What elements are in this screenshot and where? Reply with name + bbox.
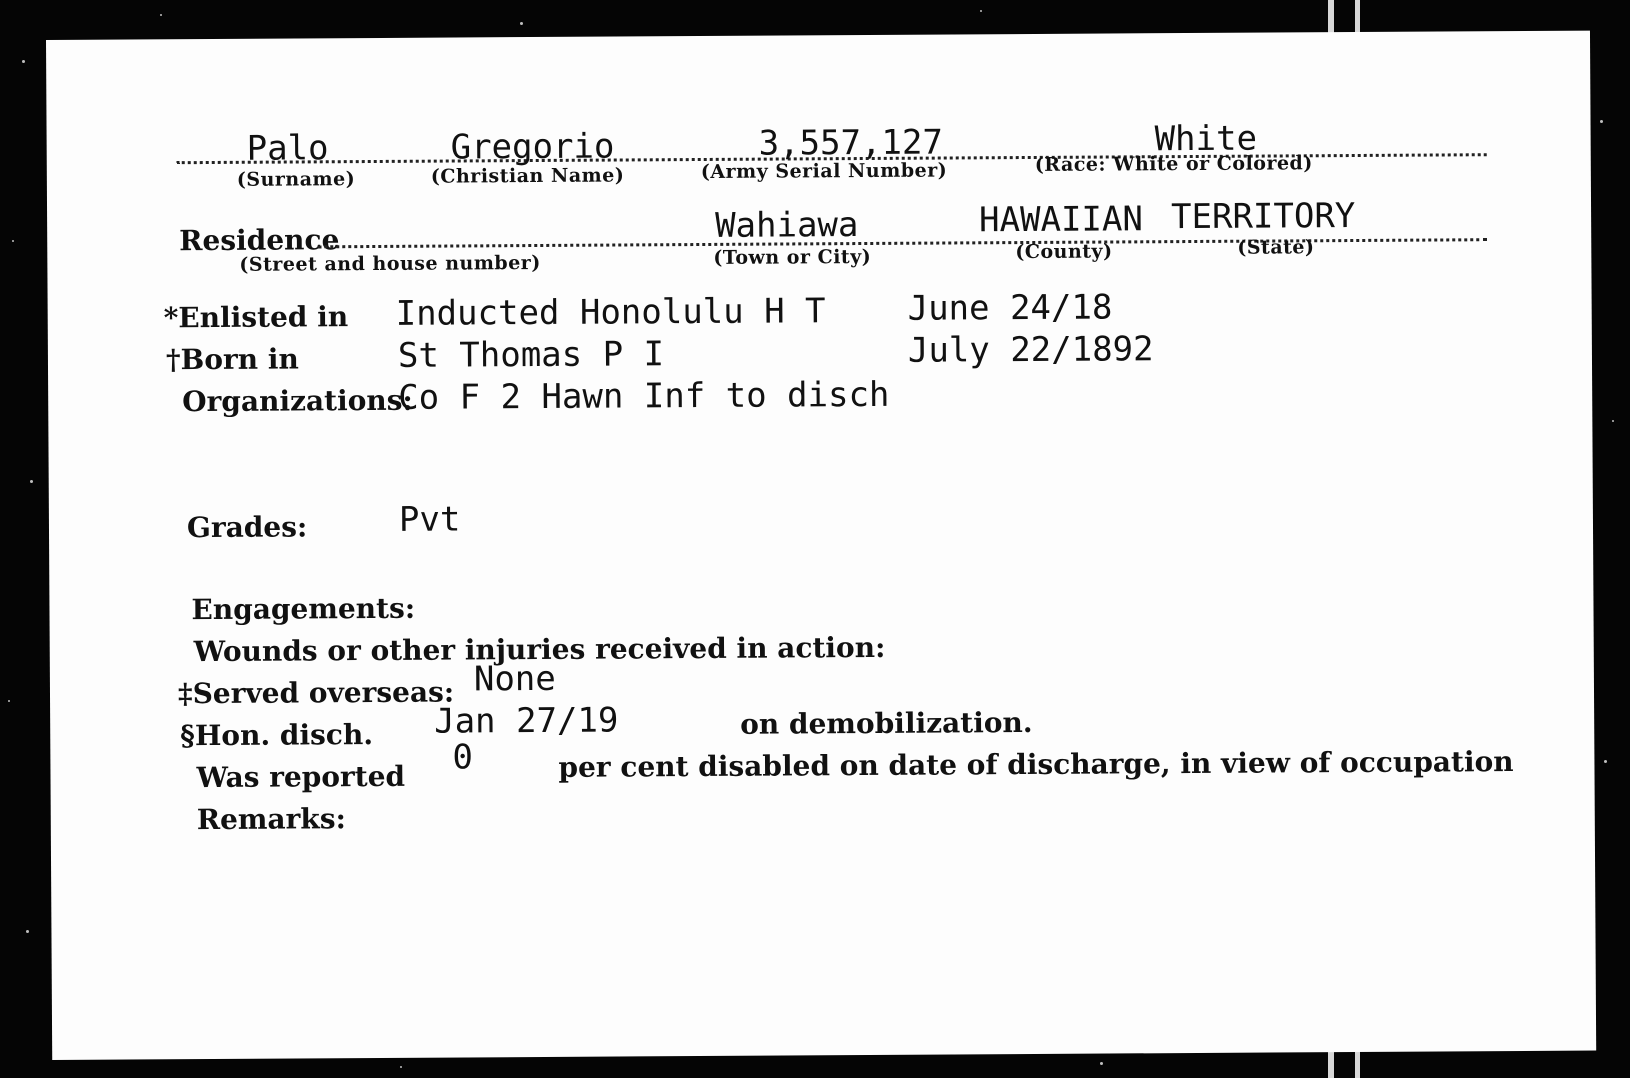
scan-noise bbox=[520, 22, 523, 25]
scan-noise bbox=[1100, 1062, 1103, 1065]
was-reported-label: Was reported bbox=[196, 759, 406, 795]
born-label: †Born in bbox=[165, 342, 299, 377]
street-caption: (Street and house number) bbox=[239, 251, 541, 276]
scan-noise bbox=[12, 240, 14, 242]
served-overseas-value: None bbox=[473, 658, 556, 700]
hon-disch-date-value: Jan 27/19 bbox=[434, 700, 619, 742]
town-caption: (Town or City) bbox=[713, 245, 872, 269]
scan-noise bbox=[30, 480, 33, 483]
scan-noise bbox=[160, 14, 162, 16]
christian-name-caption: (Christian Name) bbox=[430, 164, 625, 188]
scan-noise bbox=[1612, 420, 1614, 422]
race-value: White bbox=[1154, 118, 1258, 160]
christian-name-value: Gregorio bbox=[450, 126, 615, 168]
remarks-label: Remarks: bbox=[196, 802, 346, 837]
born-date-value: July 22/1892 bbox=[907, 329, 1154, 371]
county-caption: (County) bbox=[1015, 240, 1113, 264]
inducted-value: Inducted Honolulu H T bbox=[395, 291, 826, 334]
scan-noise bbox=[22, 60, 25, 63]
record-card bbox=[46, 31, 1596, 1060]
state-value: TERRITORY bbox=[1170, 196, 1356, 238]
army-serial-number-value: 3,557,127 bbox=[758, 122, 943, 164]
enlisted-label: *Enlisted in bbox=[163, 300, 349, 335]
engagements-label: Engagements: bbox=[191, 591, 416, 627]
scan-noise bbox=[8, 700, 10, 702]
organizations-label: Organizations: bbox=[182, 383, 413, 419]
state-caption: (State) bbox=[1237, 236, 1315, 259]
residence-label: Residence bbox=[179, 223, 340, 258]
hon-disch-label: §Hon. disch. bbox=[180, 718, 374, 753]
scan-noise bbox=[1604, 760, 1607, 763]
organizations-value: Co F 2 Hawn Inf to disch bbox=[398, 374, 890, 418]
film-edge-mark bbox=[1328, 1050, 1334, 1078]
wounds-label: Wounds or other injuries received in action: bbox=[193, 630, 886, 669]
county-value: HAWAIIAN bbox=[978, 199, 1144, 241]
inducted-date-value: June 24/18 bbox=[907, 287, 1113, 329]
grades-value: Pvt bbox=[398, 499, 461, 540]
race-caption: (Race: White or Colored) bbox=[1034, 152, 1313, 176]
scan-noise bbox=[1600, 120, 1603, 123]
surname-value: Palo bbox=[246, 128, 329, 169]
grades-label: Grades: bbox=[186, 510, 308, 545]
born-place-value: St Thomas P I bbox=[397, 334, 665, 376]
surname-caption: (Surname) bbox=[236, 168, 356, 191]
scan-noise bbox=[400, 1066, 402, 1068]
town-value: Wahiawa bbox=[715, 205, 859, 246]
on-demobilization-text: on demobilization. bbox=[740, 705, 1033, 741]
percent-disabled-value: 0 bbox=[452, 737, 473, 778]
film-edge-mark bbox=[1355, 1050, 1360, 1078]
scan-noise bbox=[26, 930, 29, 933]
scan-noise bbox=[980, 10, 982, 12]
army-serial-number-caption: (Army Serial Number) bbox=[700, 159, 948, 184]
served-overseas-label: ‡Served overseas: bbox=[177, 675, 455, 711]
disabled-text: per cent disabled on date of discharge, in view of occupation bbox=[558, 745, 1514, 784]
